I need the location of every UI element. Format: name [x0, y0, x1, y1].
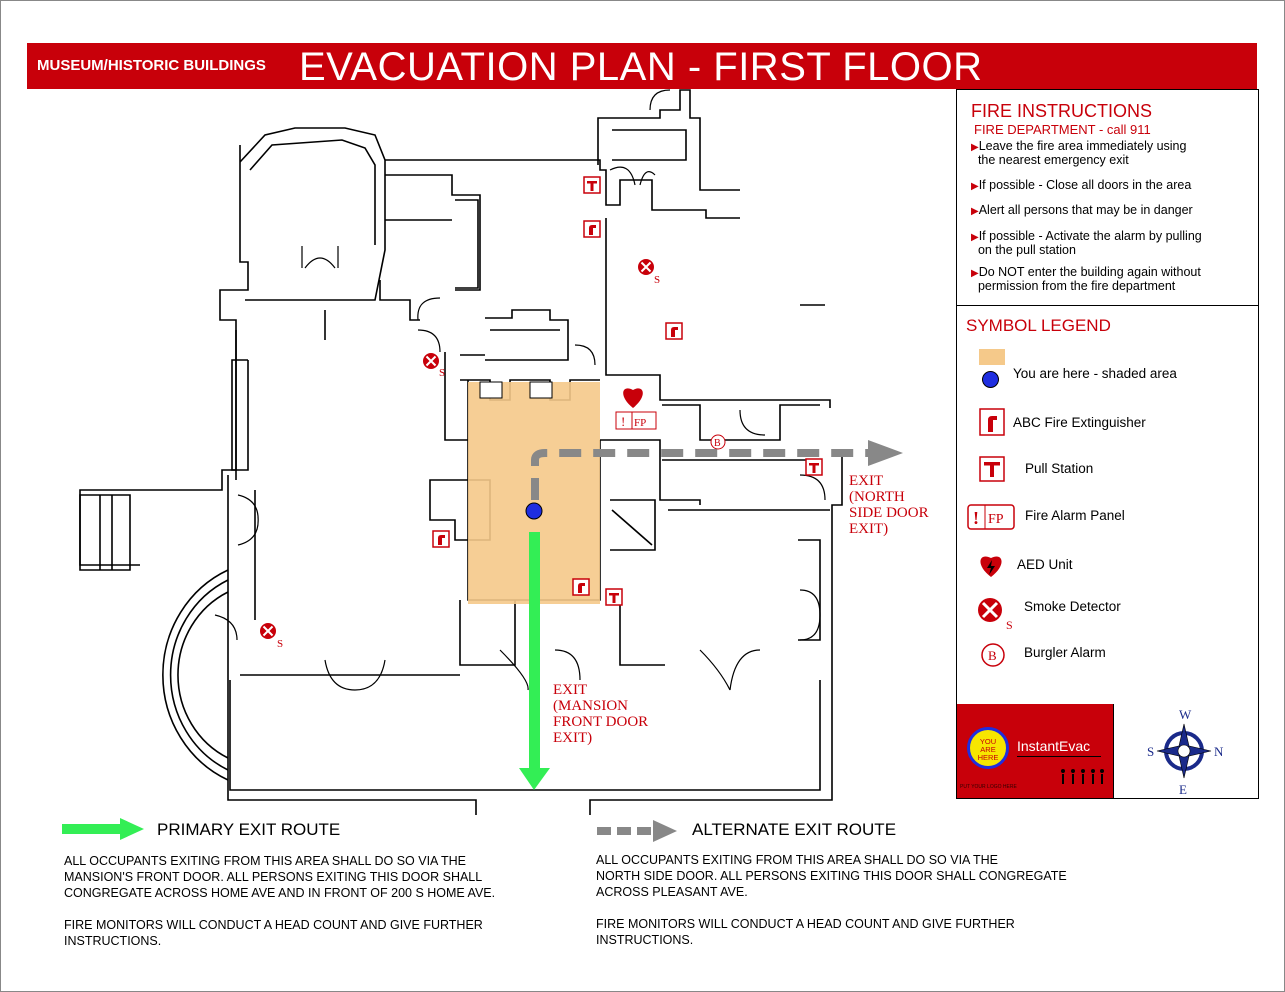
- instruction-item: ▶Leave the fire area immediately using the nearest emergency exit: [971, 139, 1187, 167]
- compass-s: S: [1147, 744, 1155, 759]
- b-text: B: [988, 648, 997, 663]
- smoke-s-label: S: [654, 274, 661, 286]
- legend-label: ABC Fire Extinguisher: [1013, 415, 1146, 430]
- front-door-exit-label: EXIT (MANSION FRONT DOOR EXIT): [553, 682, 649, 746]
- fire-extinguisher-icon: [979, 408, 1005, 436]
- instruction-item: ▶If possible - Close all doors in the area: [971, 178, 1192, 192]
- fire-extinguisher-icon: [573, 579, 589, 595]
- legend-label: AED Unit: [1017, 557, 1073, 572]
- alternate-route-note: ALL OCCUPANTS EXITING FROM THIS AREA SHALL DO SO VIA THE NORTH SIDE DOOR. ALL PERSONS EXITING THIS DOOR SHALL CONGREGATE ACROSS PLEASANT AVE. FIRE MONITORS WILL CONDUCT A HEAD COUNT AND GIVE FURTHER INSTRUCTIONS.: [596, 853, 1067, 947]
- compass-rose-icon: [1114, 704, 1259, 798]
- primary-route-arrow-icon: [62, 818, 144, 840]
- brand-underline: [1017, 756, 1101, 757]
- aed-icon: [623, 388, 643, 408]
- fire-extinguisher-icon: [584, 221, 600, 237]
- smoke-s-label: S: [439, 367, 446, 379]
- you-are-here-marker: [526, 503, 542, 519]
- north-side-door-exit-label: EXIT (NORTH SIDE DOOR EXIT): [849, 473, 929, 537]
- instruction-item: ▶Alert all persons that may be in danger: [971, 203, 1193, 217]
- legend-label: Burgler Alarm: [1024, 645, 1106, 660]
- primary-route-note: ALL OCCUPANTS EXITING FROM THIS AREA SHALL DO SO VIA THE MANSION'S FRONT DOOR. ALL PERSONS EXITING THIS DOOR SHALL CONGREGATE ACROSS HOME AVE AND IN FRONT OF 200 S HOME AVE. FIRE MONITORS WILL CONDUCT A HEAD COUNT AND GIVE FURTHER INSTRUCTIONS.: [64, 854, 496, 948]
- fire-extinguisher-icon: [666, 323, 682, 339]
- people-figures-icon: [1057, 767, 1107, 787]
- fp-text: FP: [634, 417, 647, 429]
- instruction-item: ▶Do NOT enter the building again without permission from the fire department: [971, 265, 1201, 293]
- burglar-alarm-icon: [980, 642, 1006, 668]
- fire-alarm-panel-icon: [967, 504, 1015, 530]
- svg-text:!: !: [621, 414, 626, 429]
- legend-marker-dot: [982, 371, 999, 388]
- brand-name: InstantEvac: [1017, 738, 1091, 754]
- symbol-legend-title: SYMBOL LEGEND: [966, 316, 1111, 335]
- alternate-route-label: ALTERNATE EXIT ROUTE: [692, 820, 897, 839]
- compass-e: E: [1179, 782, 1187, 797]
- svg-text:!: !: [973, 508, 979, 528]
- primary-route-label: PRIMARY EXIT ROUTE: [157, 820, 341, 839]
- smoke-detector-icon: [638, 259, 654, 275]
- legend-label: Fire Alarm Panel: [1025, 508, 1125, 523]
- fp-text: FP: [988, 512, 1004, 527]
- instantevac-logo: [957, 704, 1113, 798]
- aed-icon: [977, 552, 1005, 578]
- b-text: B: [714, 438, 721, 449]
- fire-alarm-panel-icon: [616, 412, 656, 429]
- compass-n: N: [1214, 744, 1224, 759]
- pull-station-icon: [584, 177, 600, 193]
- alternate-route-arrow-icon: [597, 820, 679, 842]
- legend-label: Pull Station: [1025, 461, 1094, 476]
- logo-placeholder-text: PUT YOUR LOGO HERE: [960, 784, 1017, 790]
- legend-label: You are here - shaded area: [1013, 366, 1177, 381]
- fire-department-line: FIRE DEPARTMENT - call 911: [974, 122, 1151, 137]
- legend-label: Smoke Detector: [1024, 599, 1121, 614]
- pull-station-icon: [979, 456, 1005, 482]
- burglar-alarm-icon: [711, 435, 725, 449]
- you-are-here-badge: YOU ARE HERE: [967, 727, 1009, 769]
- smoke-detector-icon: [260, 623, 276, 639]
- pull-station-icon: [806, 459, 822, 475]
- smoke-s-label: S: [277, 638, 284, 650]
- fire-extinguisher-icon: [433, 531, 449, 547]
- page-title: EVACUATION PLAN - FIRST FLOOR: [299, 45, 983, 89]
- smoke-s-label: S: [1006, 618, 1013, 631]
- smoke-detector-icon: [423, 353, 439, 369]
- category-label: MUSEUM/HISTORIC BUILDINGS: [37, 57, 266, 74]
- smoke-detector-icon: [977, 597, 1019, 631]
- pull-station-icon: [606, 589, 622, 605]
- instruction-item: ▶If possible - Activate the alarm by pulling on the pull station: [971, 229, 1202, 257]
- panel-divider: [957, 305, 1258, 306]
- legend-shade-swatch: [979, 349, 1005, 365]
- instructions-panel: [956, 89, 1259, 799]
- compass-w: W: [1179, 707, 1192, 722]
- fire-instructions-title: FIRE INSTRUCTIONS: [971, 101, 1153, 121]
- compass-rose: [1113, 704, 1259, 798]
